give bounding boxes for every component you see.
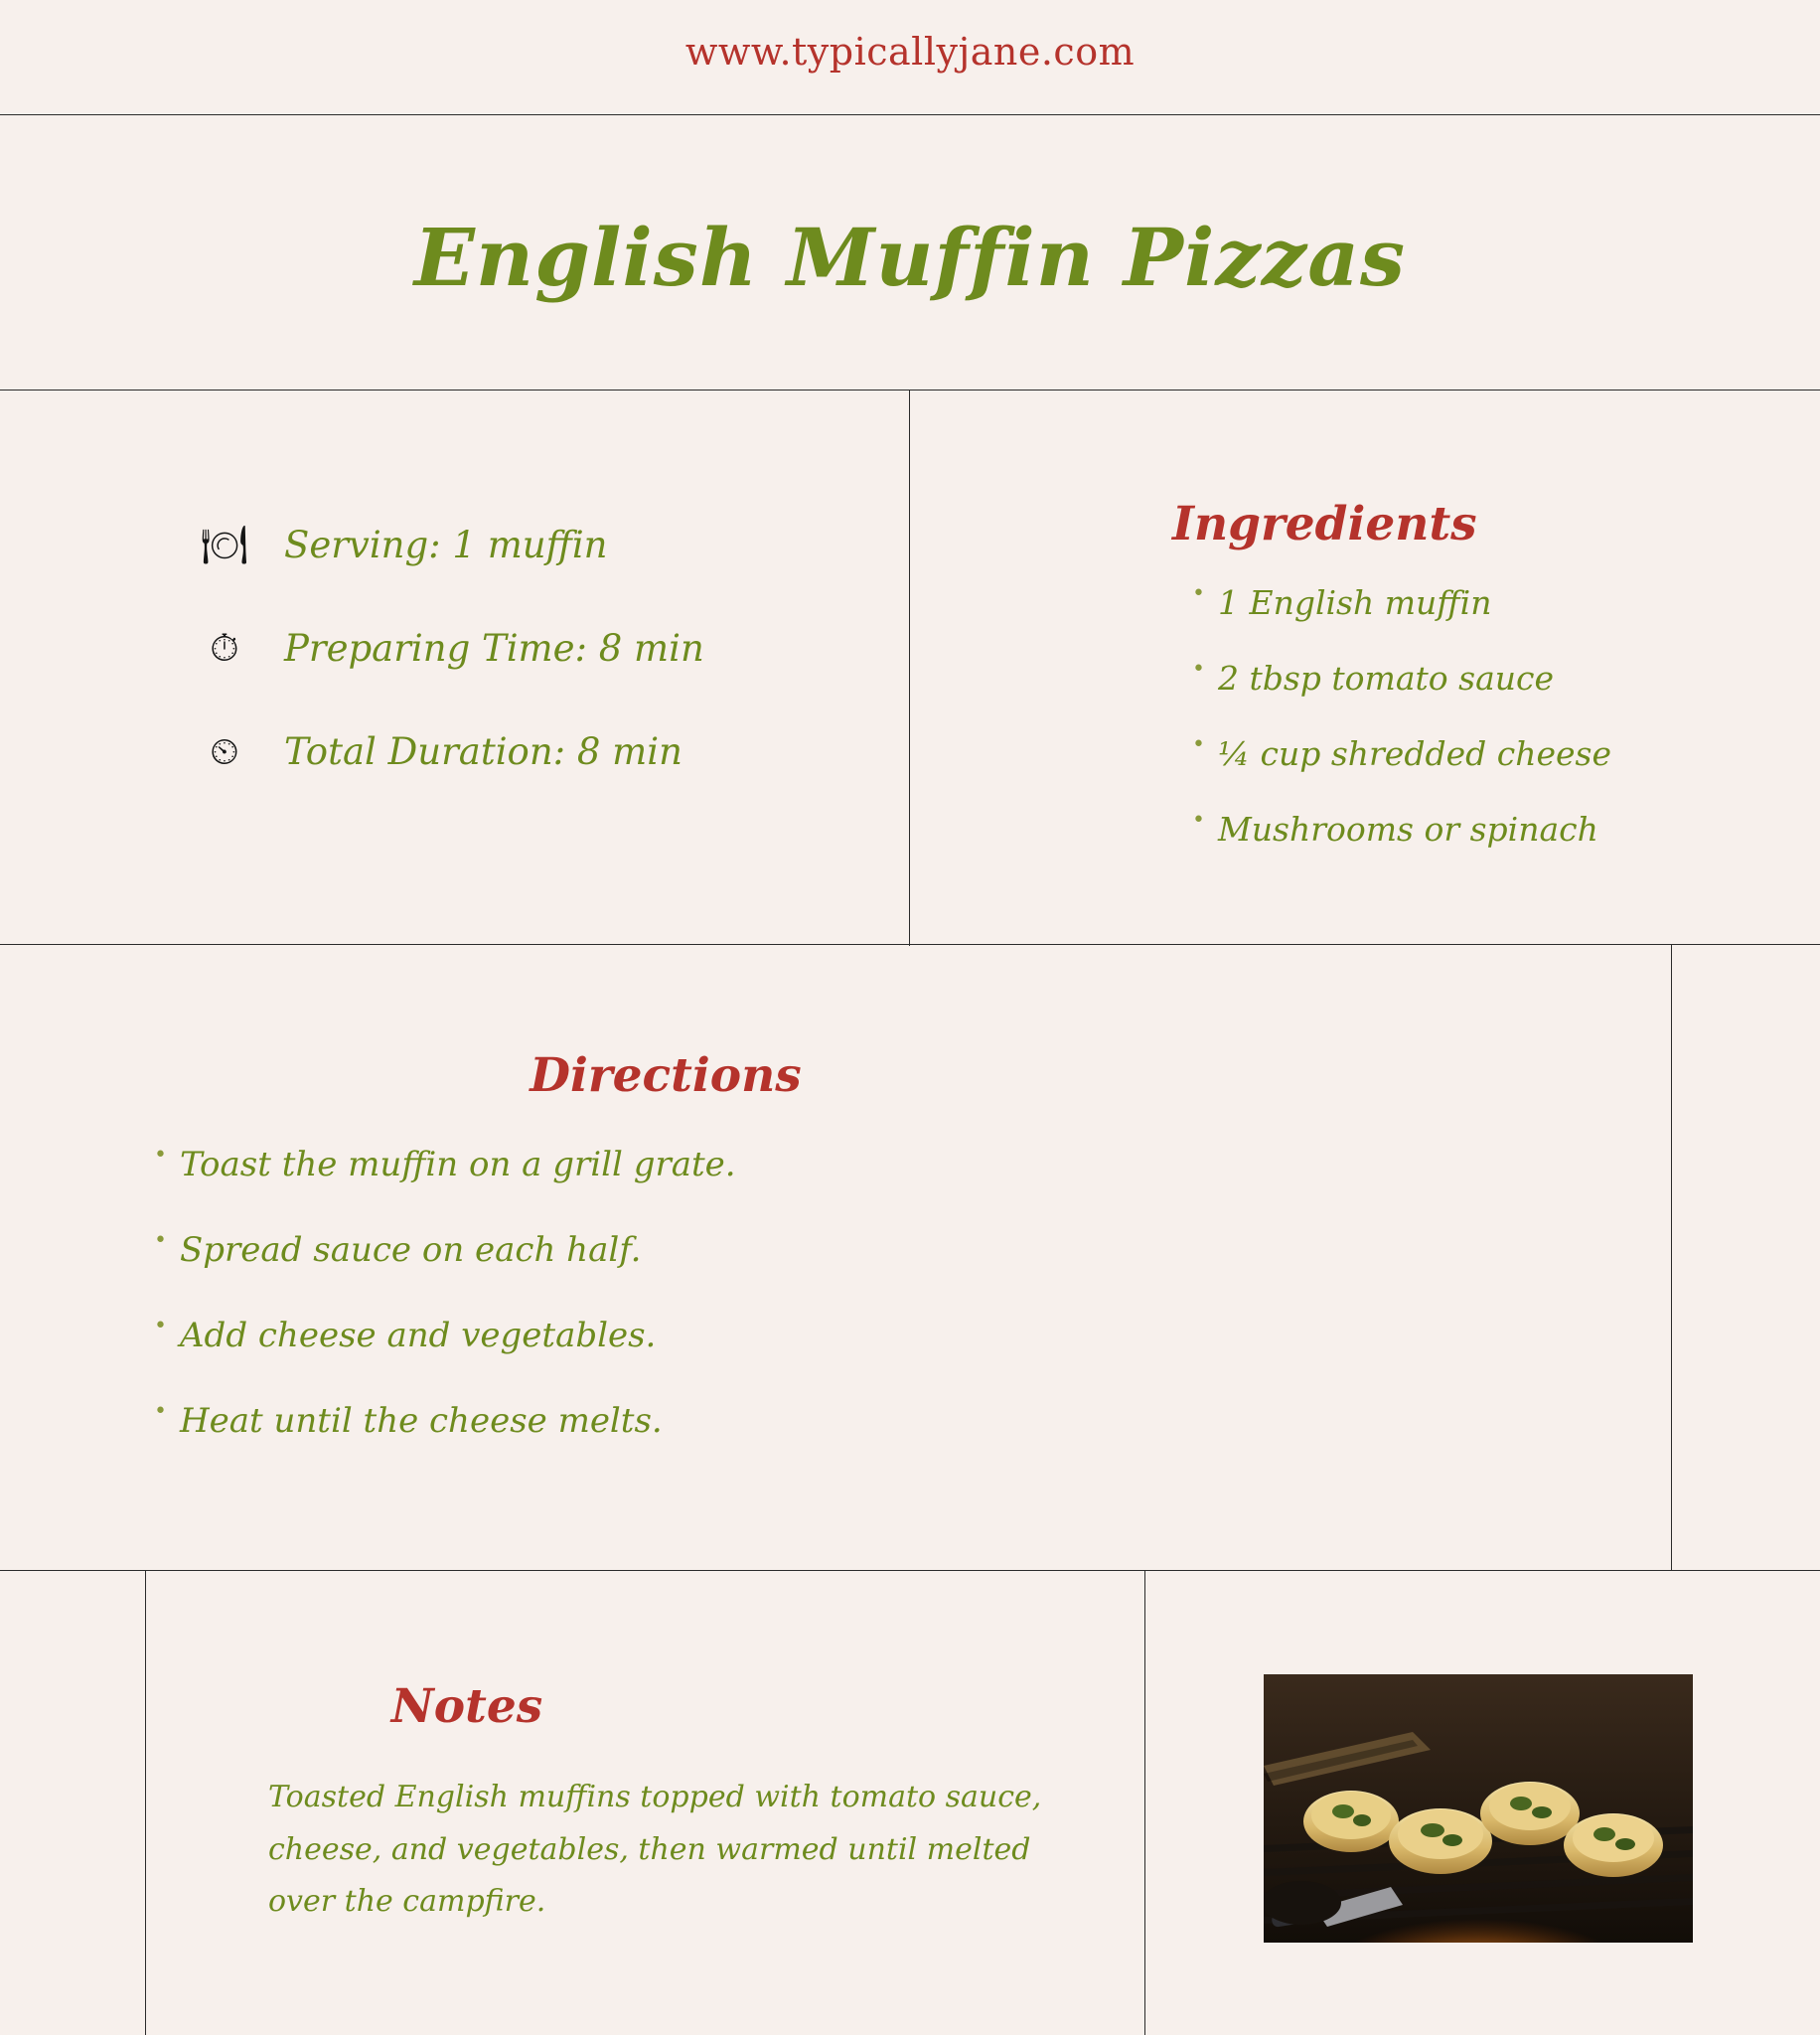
meta-prep-time-label: Preparing Time: 8 min [284,626,704,670]
ingredients-list [914,583,1768,849]
notes-section [149,1679,1042,1929]
divider-vertical-directions [1671,944,1672,1570]
timer-clock-icon: ⏲ [210,729,239,773]
notes-body: Toasted English muffins topped with tomato sauce, cheese, and vegetables, then warmed until melted over the campfire. [268,1780,1042,1919]
divider-meta-bottom [0,944,1820,945]
meta-serving-label: Serving: 1 muffin [284,523,608,566]
directions-list [0,1145,1669,1441]
recipe-photo [1264,1674,1693,1943]
notes-heading: Notes [390,1679,543,1734]
ingredients-section [914,497,1768,885]
meta-row [195,517,870,572]
list-item: • 2 tbsp tomato sauce [1192,659,1768,698]
meta-row [195,620,870,676]
meta-row [195,723,870,779]
divider-title [0,390,1820,391]
list-item: • Spread sauce on each half. [154,1230,1669,1270]
directions-section [0,1048,1669,1487]
recipe-photo-image [1264,1674,1693,1943]
ingredients-heading: Ingredients [1172,497,1477,551]
page-title: English Muffin Pizzas [413,211,1407,304]
divider-top [0,114,1820,115]
stopwatch-icon: ⏱ [210,626,239,670]
divider-vertical-meta [909,390,910,946]
list-item: • Add cheese and vegetables. [154,1316,1669,1355]
list-item: • Heat until the cheese melts. [154,1401,1669,1441]
divider-vertical-notes-right [1144,1570,1145,2035]
divider-directions-bottom [0,1570,1820,1571]
plate-cutlery-icon: 🍽 [200,523,249,566]
meta-total-duration-label: Total Duration: 8 min [284,729,682,773]
list-item: • Toast the muffin on a grill grate. [154,1145,1669,1184]
site-url: www.typicallyjane.com [684,30,1136,74]
list-item: • Mushrooms or spinach [1192,810,1768,849]
divider-vertical-notes-left [145,1570,146,2035]
recipe-meta [195,517,870,827]
list-item: • 1 English muffin [1192,583,1768,622]
list-item: • ¼ cup shredded cheese [1192,734,1768,773]
directions-heading: Directions [530,1048,802,1103]
